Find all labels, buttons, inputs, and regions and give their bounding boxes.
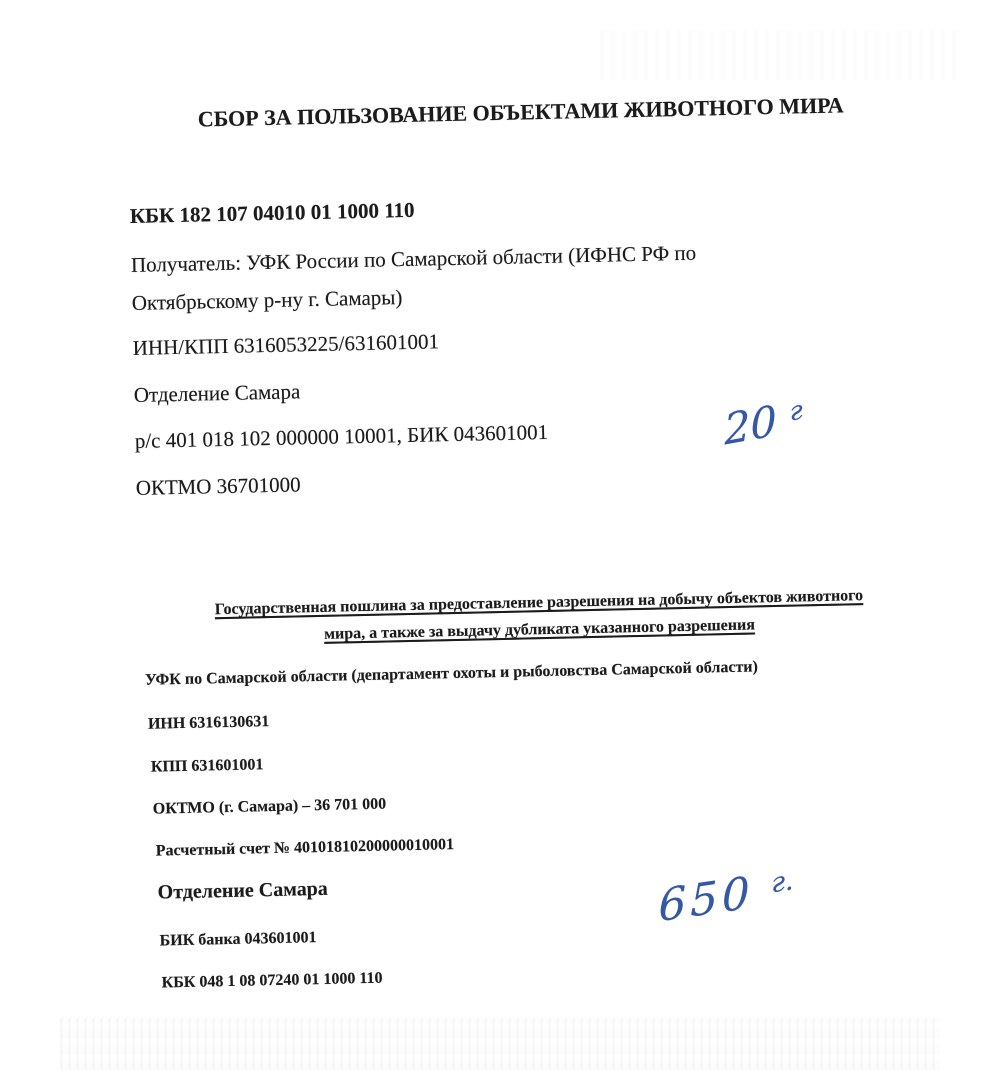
oktmo-line-top: ОКТМО 36701000 [135,472,301,500]
account-line-bottom: Расчетный счет № 40101810200000010001 [155,836,455,860]
handwritten-suffix-20: г [789,395,804,428]
inn-kpp-line: ИНН/КПП 6316053225/631601001 [132,329,440,360]
account-bik-line: р/с 401 018 102 000000 10001, БИК 043601001 [134,419,549,453]
ufk-line: УФК по Самарской области (департамент охоты и рыболовства Самарской области) [144,658,759,689]
handwritten-note-650 [658,861,793,932]
duty-heading-line-2: мира, а также за выдачу дубликата указанного разрешения [323,616,756,643]
handwritten-suffix-650: г. [771,864,794,900]
handwritten-amount-20: 20 [723,395,778,455]
oktmo-line-bottom: ОКТМО (г. Самара) – 36 701 000 [152,795,387,818]
duty-heading-line-1: Государственная пошлина за предоставление разрешения на добычу объектов животного [214,587,864,619]
recipient-line-2: Октябрьскому р-ну г. Самары) [131,285,403,315]
bik-line-bottom: БИК банка 043601001 [159,929,317,950]
inn-line-bottom: ИНН 6316130631 [147,713,270,733]
handwritten-amount-650: 650 [658,866,754,933]
recipient-line-1: Получатель: УФК России по Самарской области (ИФНС РФ по [130,240,697,277]
branch-line-bottom: Отделение Самара [157,877,329,904]
kbk-line-bottom: КБК 048 1 08 07240 01 1000 110 [161,969,383,992]
handwritten-note-20 [723,391,804,455]
document-title: СБОР ЗА ПОЛЬЗОВАНИЕ ОБЪЕКТАМИ ЖИВОТНОГО МИРА [197,92,844,132]
kpp-line-bottom: КПП 631601001 [150,756,264,776]
branch-line-top: Отделение Самара [133,379,301,407]
kbk-line-top: КБК 182 107 04010 01 1000 110 [129,197,415,228]
